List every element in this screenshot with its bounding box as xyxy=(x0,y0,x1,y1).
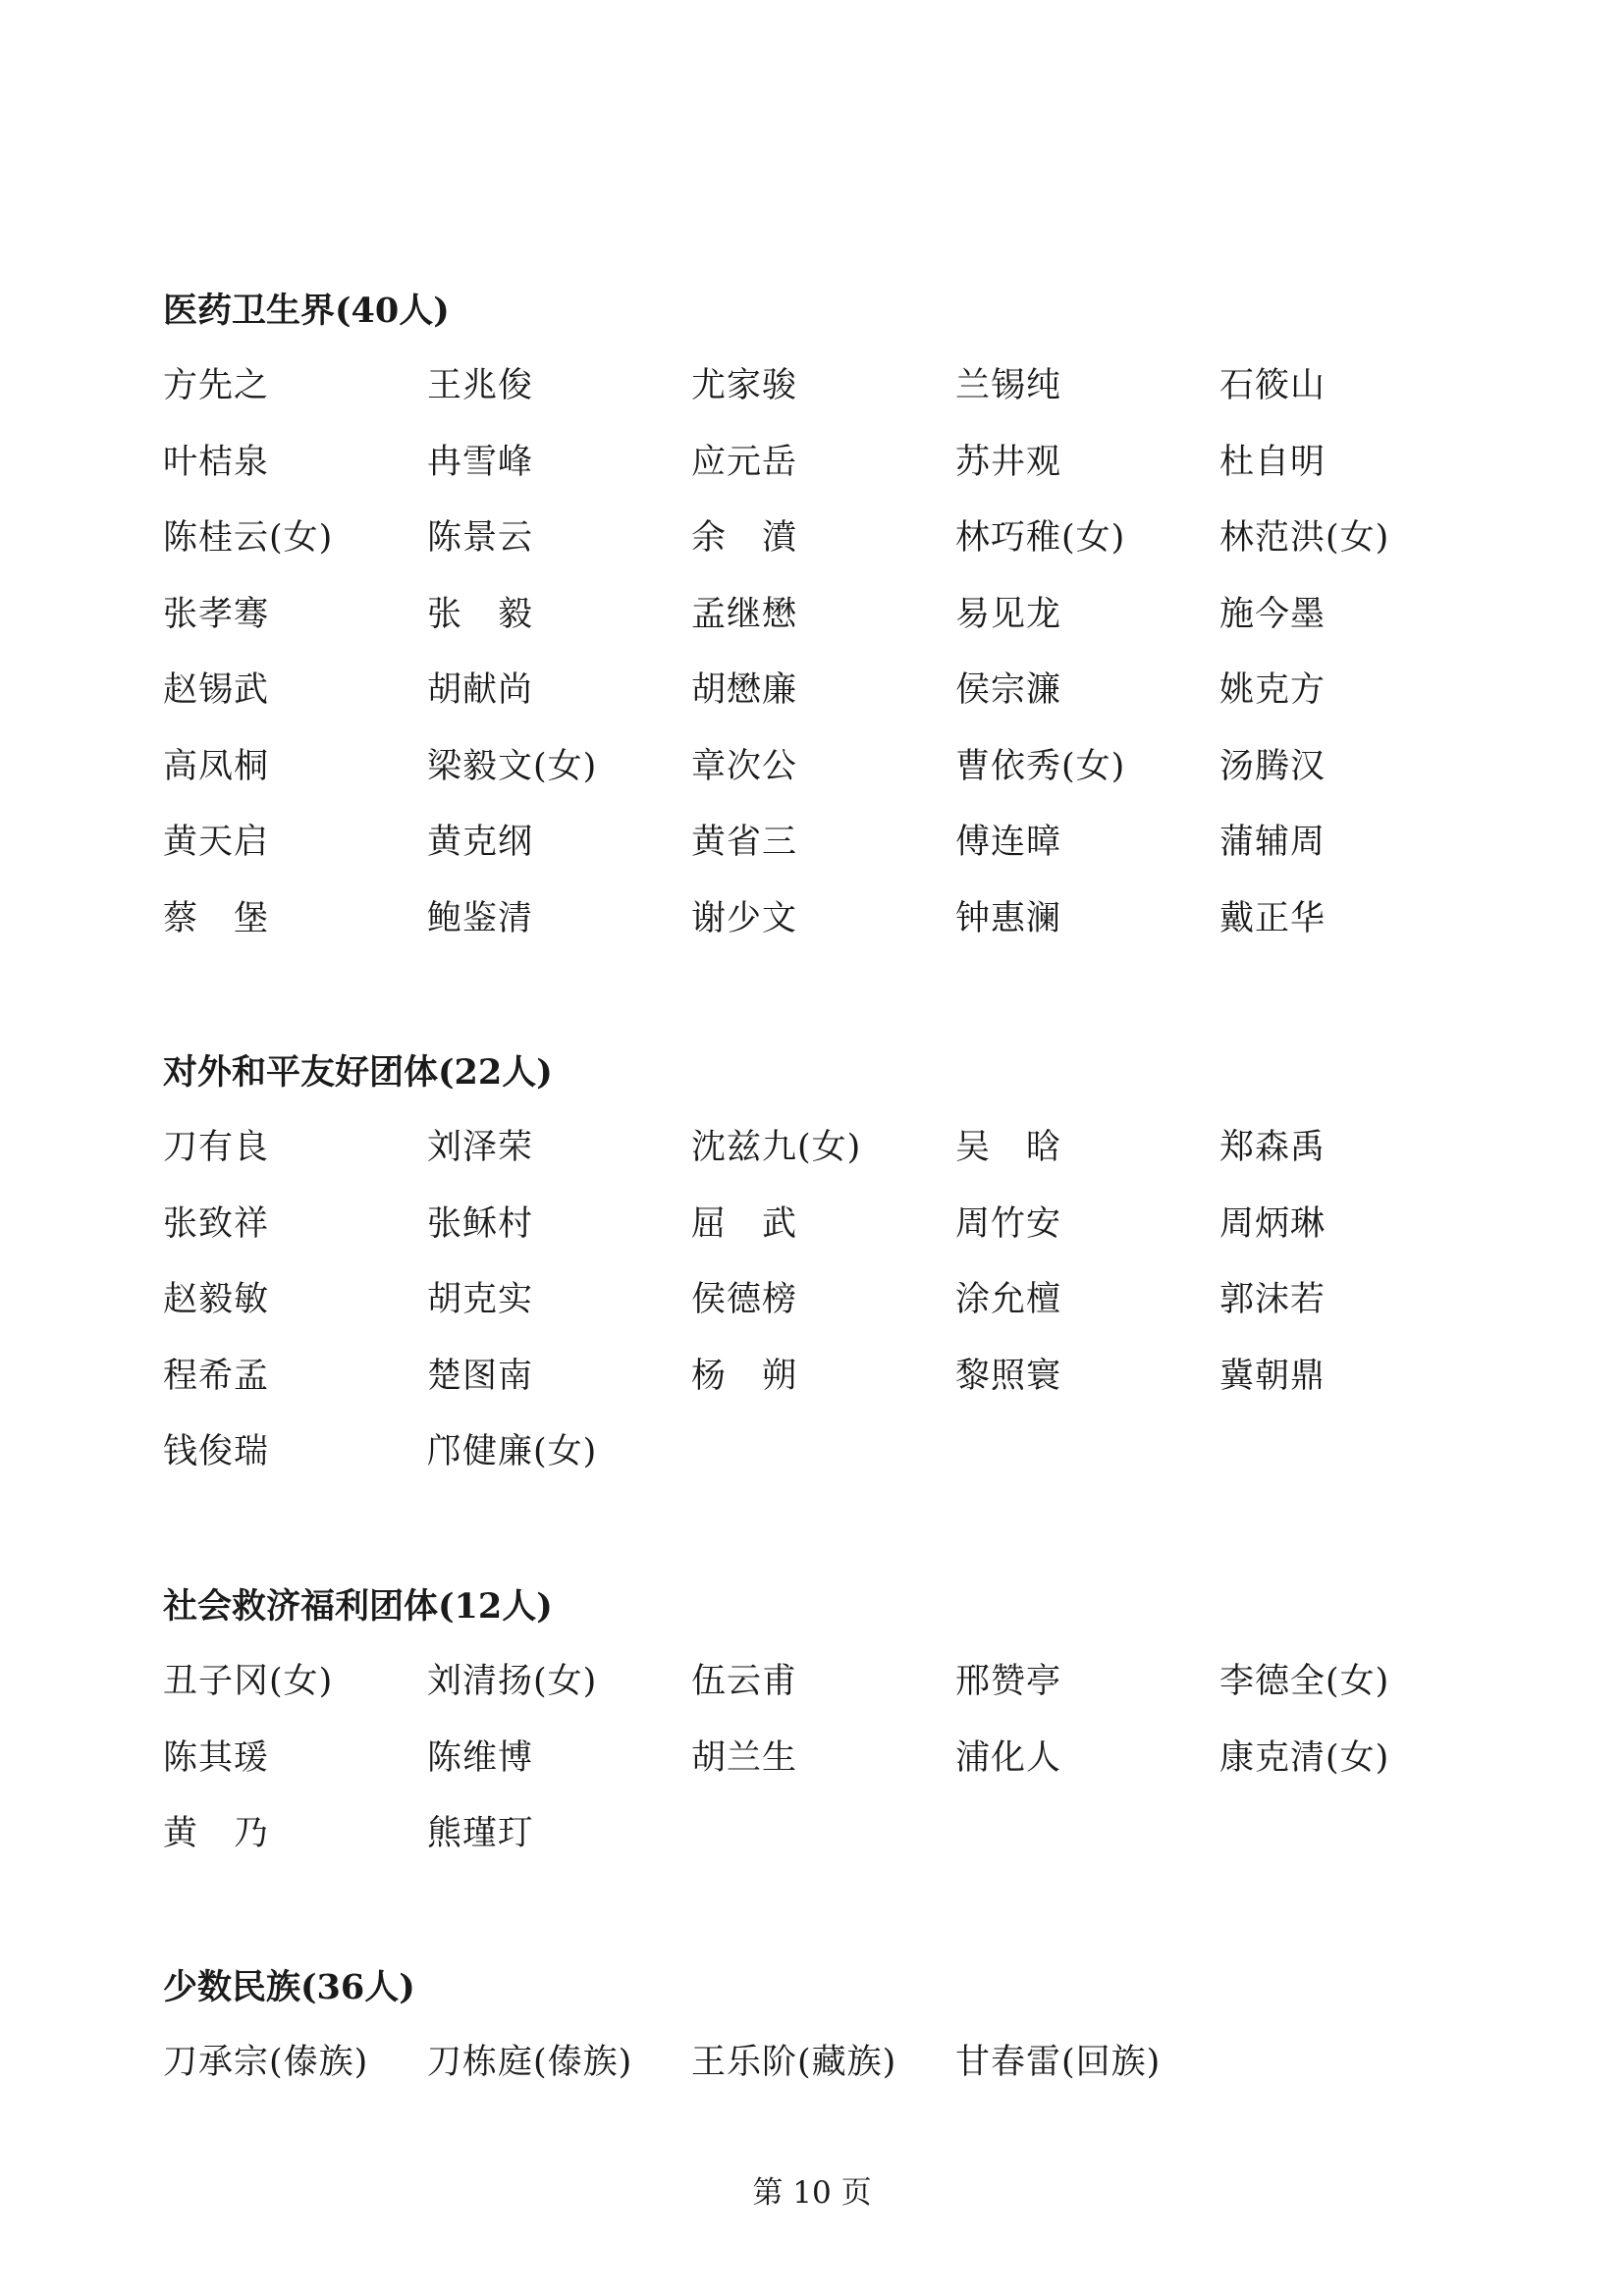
person-name: 张孝骞 xyxy=(163,594,270,634)
person-name: 施今墨 xyxy=(1219,594,1326,634)
person-name: 赵毅敏 xyxy=(163,1280,270,1319)
person-name: 涂允檀 xyxy=(955,1280,1062,1319)
person-name: 熊瑾玎 xyxy=(427,1814,534,1853)
person-name: 汤腾汉 xyxy=(1219,746,1326,786)
person-name: 黄 乃 xyxy=(163,1814,270,1853)
person-name: 楚图南 xyxy=(427,1356,534,1396)
person-name: 鲍鉴清 xyxy=(427,898,534,938)
person-name: 赵锡武 xyxy=(163,670,270,710)
name-list xyxy=(163,1659,1489,1888)
section-title: 医药卫生界(40人) xyxy=(163,291,450,331)
person-name: 谢少文 xyxy=(691,898,798,938)
person-name: 刘清扬(女) xyxy=(427,1662,598,1701)
person-name: 黄天启 xyxy=(163,823,270,862)
section-ethnic-minorities xyxy=(163,1965,1489,2116)
person-name: 程希孟 xyxy=(163,1356,270,1396)
person-name: 郑森禹 xyxy=(1219,1128,1326,1167)
person-name: 胡献尚 xyxy=(427,670,534,710)
person-name: 黎照寰 xyxy=(955,1356,1062,1396)
person-name: 邢赞亭 xyxy=(955,1662,1062,1701)
person-name: 张稣村 xyxy=(427,1203,534,1244)
person-name: 钱俊瑞 xyxy=(163,1432,270,1471)
person-name: 方先之 xyxy=(163,366,270,405)
person-name: 丑子冈(女) xyxy=(163,1662,334,1701)
person-name: 冀朝鼎 xyxy=(1219,1356,1326,1396)
person-name: 伍云甫 xyxy=(691,1662,798,1701)
person-name: 章次公 xyxy=(691,746,798,786)
person-name: 胡兰生 xyxy=(691,1737,798,1778)
person-name: 孟继懋 xyxy=(691,594,798,634)
person-name: 刘泽荣 xyxy=(427,1128,534,1167)
person-name: 陈维博 xyxy=(427,1737,534,1778)
person-name: 余 濆 xyxy=(691,518,798,558)
person-name: 易见龙 xyxy=(955,594,1062,634)
person-name: 钟惠澜 xyxy=(955,898,1062,938)
person-name: 叶桔泉 xyxy=(163,442,270,482)
person-name: 胡克实 xyxy=(427,1280,534,1319)
person-name: 刀有良 xyxy=(163,1128,270,1167)
section-title: 社会救济福利团体(12人) xyxy=(163,1586,553,1627)
section-title: 对外和平友好团体(22人) xyxy=(163,1052,553,1093)
person-name: 林巧稚(女) xyxy=(955,518,1126,558)
person-name: 杨 朔 xyxy=(691,1356,798,1396)
person-name: 沈兹九(女) xyxy=(691,1128,862,1167)
section-social-relief-welfare xyxy=(163,1584,1489,1888)
person-name: 石筱山 xyxy=(1219,366,1326,405)
person-name: 戴正华 xyxy=(1219,898,1326,938)
name-list xyxy=(163,363,1489,972)
person-name: 康克清(女) xyxy=(1219,1737,1390,1778)
page-number: 第 10 页 xyxy=(752,2175,872,2211)
person-name: 黄省三 xyxy=(691,823,798,862)
person-name: 梁毅文(女) xyxy=(427,746,598,786)
person-name: 邝健廉(女) xyxy=(427,1432,598,1471)
person-name: 侯宗濂 xyxy=(955,670,1062,710)
name-list xyxy=(163,1125,1489,1506)
person-name: 高凤桐 xyxy=(163,746,270,786)
person-name: 冉雪峰 xyxy=(427,442,534,482)
person-name: 陈其瑗 xyxy=(163,1737,270,1778)
person-name: 屈 武 xyxy=(691,1203,798,1244)
section-foreign-peace-friendship xyxy=(163,1050,1489,1506)
person-name: 蒲辅周 xyxy=(1219,823,1326,862)
section-medicine-health xyxy=(163,289,1489,972)
name-list xyxy=(163,2040,1489,2116)
person-name: 浦化人 xyxy=(955,1737,1062,1778)
person-name: 傅连暲 xyxy=(955,823,1062,862)
person-name: 应元岳 xyxy=(691,442,798,482)
section-title: 少数民族(36人) xyxy=(163,1967,415,2007)
person-name: 林范洪(女) xyxy=(1219,518,1390,558)
person-name: 王兆俊 xyxy=(427,366,534,405)
person-name: 王乐阶(藏族) xyxy=(691,2043,897,2082)
person-name: 吴 晗 xyxy=(955,1128,1062,1167)
person-name: 陈景云 xyxy=(427,518,534,558)
person-name: 兰锡纯 xyxy=(955,366,1062,405)
person-name: 杜自明 xyxy=(1219,442,1326,482)
person-name: 侯德榜 xyxy=(691,1280,798,1319)
person-name: 李德全(女) xyxy=(1219,1662,1390,1701)
person-name: 郭沫若 xyxy=(1219,1280,1326,1319)
person-name: 周竹安 xyxy=(955,1203,1062,1244)
person-name: 蔡 堡 xyxy=(163,898,270,938)
person-name: 姚克方 xyxy=(1219,670,1326,710)
person-name: 张 毅 xyxy=(427,594,534,634)
person-name: 黄克纲 xyxy=(427,823,534,862)
person-name: 甘春雷(回族) xyxy=(955,2043,1162,2082)
person-name: 苏井观 xyxy=(955,442,1062,482)
person-name: 刀栋庭(傣族) xyxy=(427,2043,633,2082)
person-name: 胡懋廉 xyxy=(691,670,798,710)
person-name: 刀承宗(傣族) xyxy=(163,2043,369,2082)
person-name: 尤家骏 xyxy=(691,366,798,405)
person-name: 张致祥 xyxy=(163,1203,270,1244)
person-name: 周炳琳 xyxy=(1219,1203,1326,1244)
person-name: 陈桂云(女) xyxy=(163,518,334,558)
person-name: 曹依秀(女) xyxy=(955,746,1126,786)
